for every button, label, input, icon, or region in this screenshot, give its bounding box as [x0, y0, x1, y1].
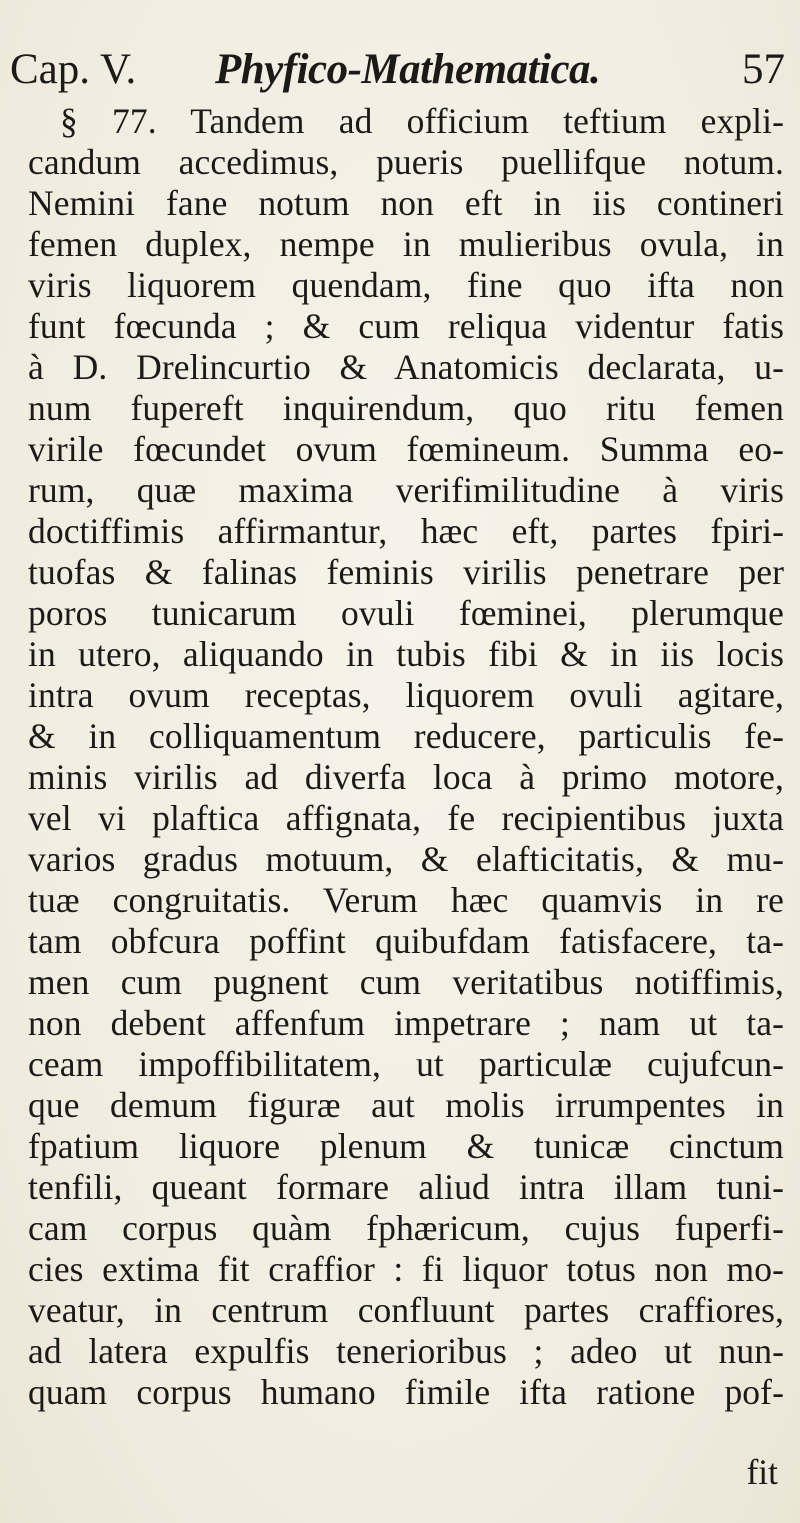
text-line: tuæ congruitatis. Verum hæc quamvis in re	[28, 880, 784, 920]
text-line: tuofas & falinas feminis virilis penetrare per	[28, 552, 784, 592]
text-line: Nemini fane notum non eft in iis contineri	[28, 183, 784, 223]
text-line: funt fœcunda ; & cum reliqua videntur fatis	[28, 306, 784, 346]
text-line: intra ovum receptas, liquorem ovuli agitare,	[28, 675, 784, 715]
text-line: quam corpus humano fimile ifta ratione pof-	[28, 1372, 784, 1412]
text-line: cam corpus quàm fphæricum, cujus fuperfi-	[28, 1208, 784, 1248]
text-line: doctiffimis affirmantur, hæc eft, partes fpiri-	[28, 511, 784, 551]
text-line: que demum figuræ aut molis irrumpentes in	[28, 1085, 784, 1125]
text-line: viris liquorem quendam, fine quo ifta non	[28, 265, 784, 305]
text-line: & in colliquamentum reducere, particulis fe-	[28, 716, 784, 756]
text-line: minis virilis ad diverfa loca à primo motore,	[28, 757, 784, 797]
text-line: cies extima fit craffior : fi liquor totus non mo-	[28, 1249, 784, 1289]
body-text	[28, 101, 784, 1413]
text-line: non debent affenfum impetrare ; nam ut ta-	[28, 1003, 784, 1043]
text-line: vel vi plaftica affignata, fe recipientibus juxta	[28, 798, 784, 838]
text-line: in utero, aliquando in tubis fibi & in iis locis	[28, 634, 784, 674]
text-line: varios gradus motuum, & elafticitatis, & mu-	[28, 839, 784, 879]
text-line: virile fœcundet ovum fœmineum. Summa eo-	[28, 429, 784, 469]
text-line: men cum pugnent cum veritatibus notiffimis,	[28, 962, 784, 1002]
text-line: candum accedimus, pueris puellifque notum.	[28, 142, 784, 182]
running-title: Phyfico-Mathematica.	[215, 46, 601, 93]
catchword: fit	[746, 1452, 778, 1492]
chapter-label: Cap. V.	[10, 46, 137, 93]
running-header	[10, 40, 785, 100]
text-line: § 77. Tandem ad officium teftium expli-	[60, 101, 784, 141]
text-line: poros tunicarum ovuli fœminei, plerumque	[28, 593, 784, 633]
text-line: femen duplex, nempe in mulieribus ovula, in	[28, 224, 784, 264]
text-line: veatur, in centrum confluunt partes craffiores,	[28, 1290, 784, 1330]
text-line: à D. Drelincurtio & Anatomicis declarata, u-	[28, 347, 784, 387]
text-line: ceam impoffibilitatem, ut particulæ cujufcun-	[28, 1044, 784, 1084]
page-number: 57	[742, 46, 785, 93]
text-line: fpatium liquore plenum & tunicæ cinctum	[28, 1126, 784, 1166]
text-line: rum, quæ maxima verifimilitudine à viris	[28, 470, 784, 510]
text-line: num fupereft inquirendum, quo ritu femen	[28, 388, 784, 428]
text-line: ad latera expulfis tenerioribus ; adeo ut nun-	[28, 1331, 784, 1371]
text-line: tam obfcura poffint quibufdam fatisfacere, ta-	[28, 921, 784, 961]
text-line: tenfili, queant formare aliud intra illam tuni-	[28, 1167, 784, 1207]
